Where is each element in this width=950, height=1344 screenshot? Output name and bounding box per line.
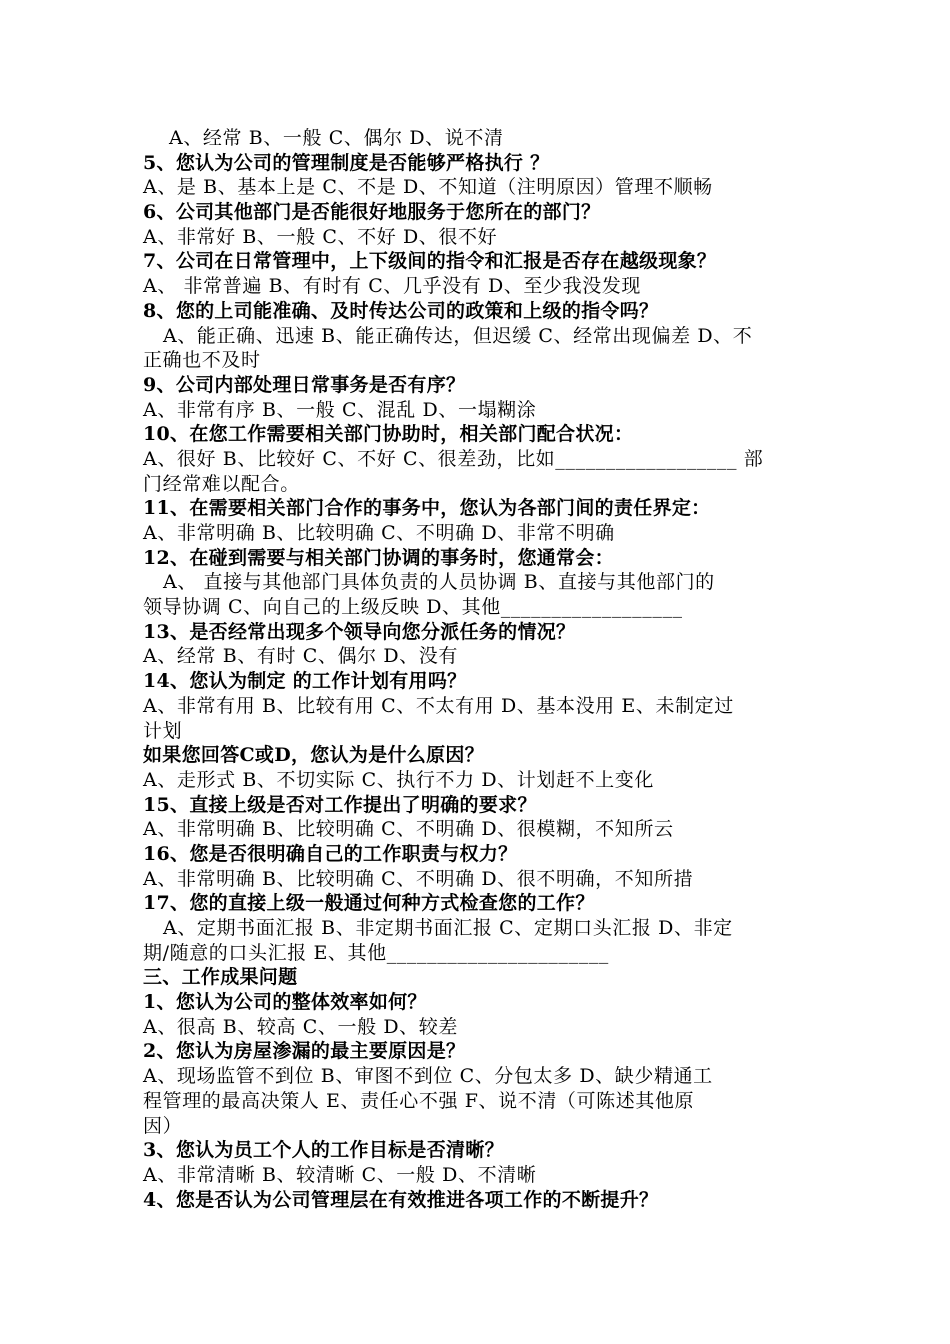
question-11: 11、在需要相关部门合作的事务中，您认为各部门间的责任界定： xyxy=(143,497,711,520)
section3-answer-options-2-cont: 程管理的最高决策人 E、责任心不强 F、说不清（可陈述其他原 xyxy=(143,1089,695,1112)
answer-options-8-cont: 正确也不及时 xyxy=(143,349,261,372)
answer-options-13: A、经常 B、有时 C、偶尔 D、没有 xyxy=(143,645,458,668)
answer-options-12-cont: 领导协调 C、向自己的上级反映 D、其他__________________ xyxy=(143,596,683,619)
answer-options-11: A、非常明确 B、比较明确 C、不明确 D、非常不明确 xyxy=(143,522,615,544)
answer-options-6: A、非常好 B、一般 C、不好 D、很不好 xyxy=(143,225,498,248)
answer-options-7: A、 非常普遍 B、有时有 C、几乎没有 D、至少我没发现 xyxy=(143,275,642,298)
question-12: 12、在碰到需要与相关部门协调的事务时，您通常会： xyxy=(143,546,614,569)
section3-answer-options-3: A、非常清晰 B、较清晰 C、一般 D、不清晰 xyxy=(143,1163,537,1186)
section3-answer-options-2: A、现场监管不到位 B、审图不到位 C、分包太多 D、缺少精通工 xyxy=(143,1065,713,1088)
answer-options-17: A、定期书面汇报 B、非定期书面汇报 C、定期口头汇报 D、非定 xyxy=(163,917,733,939)
question-16: 16、您是否很明确自己的工作职责与权力？ xyxy=(143,842,518,865)
question-7: 7、公司在日常管理中，上下级间的指令和汇报是否存在越级现象？ xyxy=(143,250,717,273)
question-10: 10、在您工作需要相关部门协助时，相关部门配合状况： xyxy=(143,423,634,446)
question-5: 5、您认为公司的管理制度是否能够严格执行 ？ xyxy=(143,151,550,174)
section3-answer-options-2-cont2: 因） xyxy=(143,1114,183,1137)
question-15: 15、直接上级是否对工作提出了明确的要求？ xyxy=(143,793,537,816)
answer-options-12: A、 直接与其他部门具体负责的人员协调 B、直接与其他部门的 xyxy=(163,571,715,594)
section3-question-4: 4、您是否认为公司管理层在有效推进各项工作的不断提升？ xyxy=(143,1188,659,1211)
question-14: 14、您认为制定 的工作计划有用吗？ xyxy=(143,670,467,693)
question-13: 13、是否经常出现多个领导向您分派任务的情况？ xyxy=(143,620,576,643)
question-6: 6、公司其他部门是否能很好地服务于您所在的部门？ xyxy=(143,201,601,224)
answer-options-8: A、能正确、迅速 B、能正确传达，但迟缓 C、经常出现偏差 D、不 xyxy=(163,324,753,347)
answer-options-9: A、非常有序 B、一般 C、混乱 D、一塌糊涂 xyxy=(143,398,537,421)
answer-options-10: A、很好 B、比较好 C、不好 C、很差劲，比如__________________ 部 xyxy=(143,447,764,470)
section-heading-work-results: 三、工作成果问题 xyxy=(143,966,298,989)
answer-options-14: A、非常有用 B、比较有用 C、不太有用 D、基本没用 E、未制定过 xyxy=(143,694,734,717)
answer-options-16: A、非常明确 B、比较明确 C、不明确 D、很不明确，不知所措 xyxy=(143,867,694,890)
answer-options-15: A、非常明确 B、比较明确 C、不明确 D、很模糊，不知所云 xyxy=(143,818,674,841)
document-body xyxy=(143,126,813,1212)
section3-question-2: 2、您认为房屋渗漏的最主要原因是？ xyxy=(143,1040,466,1063)
question-9: 9、公司内部处理日常事务是否有序？ xyxy=(143,373,466,396)
section3-question-3: 3、您认为员工个人的工作目标是否清晰？ xyxy=(143,1139,504,1162)
answer-options-10-cont: 门经常难以配合。 xyxy=(143,472,300,495)
answer-options-14-followup: A、走形式 B、不切实际 C、执行不力 D、计划赶不上变化 xyxy=(143,768,654,791)
question-8: 8、您的上司能准确、及时传达公司的政策和上级的指令吗？ xyxy=(143,299,659,322)
answer-options-5: A、是 B、基本上是 C、不是 D、不知道（注明原因）管理不顺畅 xyxy=(143,176,713,199)
answer-options-4: A、经常 B、一般 C、偶尔 D、说不清 xyxy=(169,127,504,149)
section3-answer-options-1: A、很高 B、较高 C、一般 D、较差 xyxy=(143,1015,458,1038)
answer-options-14-cont: 计划 xyxy=(143,719,183,742)
question-14-followup: 如果您回答C或D，您认为是什么原因？ xyxy=(143,744,484,767)
section3-question-1: 1、您认为公司的整体效率如何？ xyxy=(143,991,427,1014)
answer-options-17-cont: 期/随意的口头汇报 E、其他______________________ xyxy=(143,941,609,964)
question-17: 17、您的直接上级一般通过何种方式检查您的工作？ xyxy=(143,892,595,915)
